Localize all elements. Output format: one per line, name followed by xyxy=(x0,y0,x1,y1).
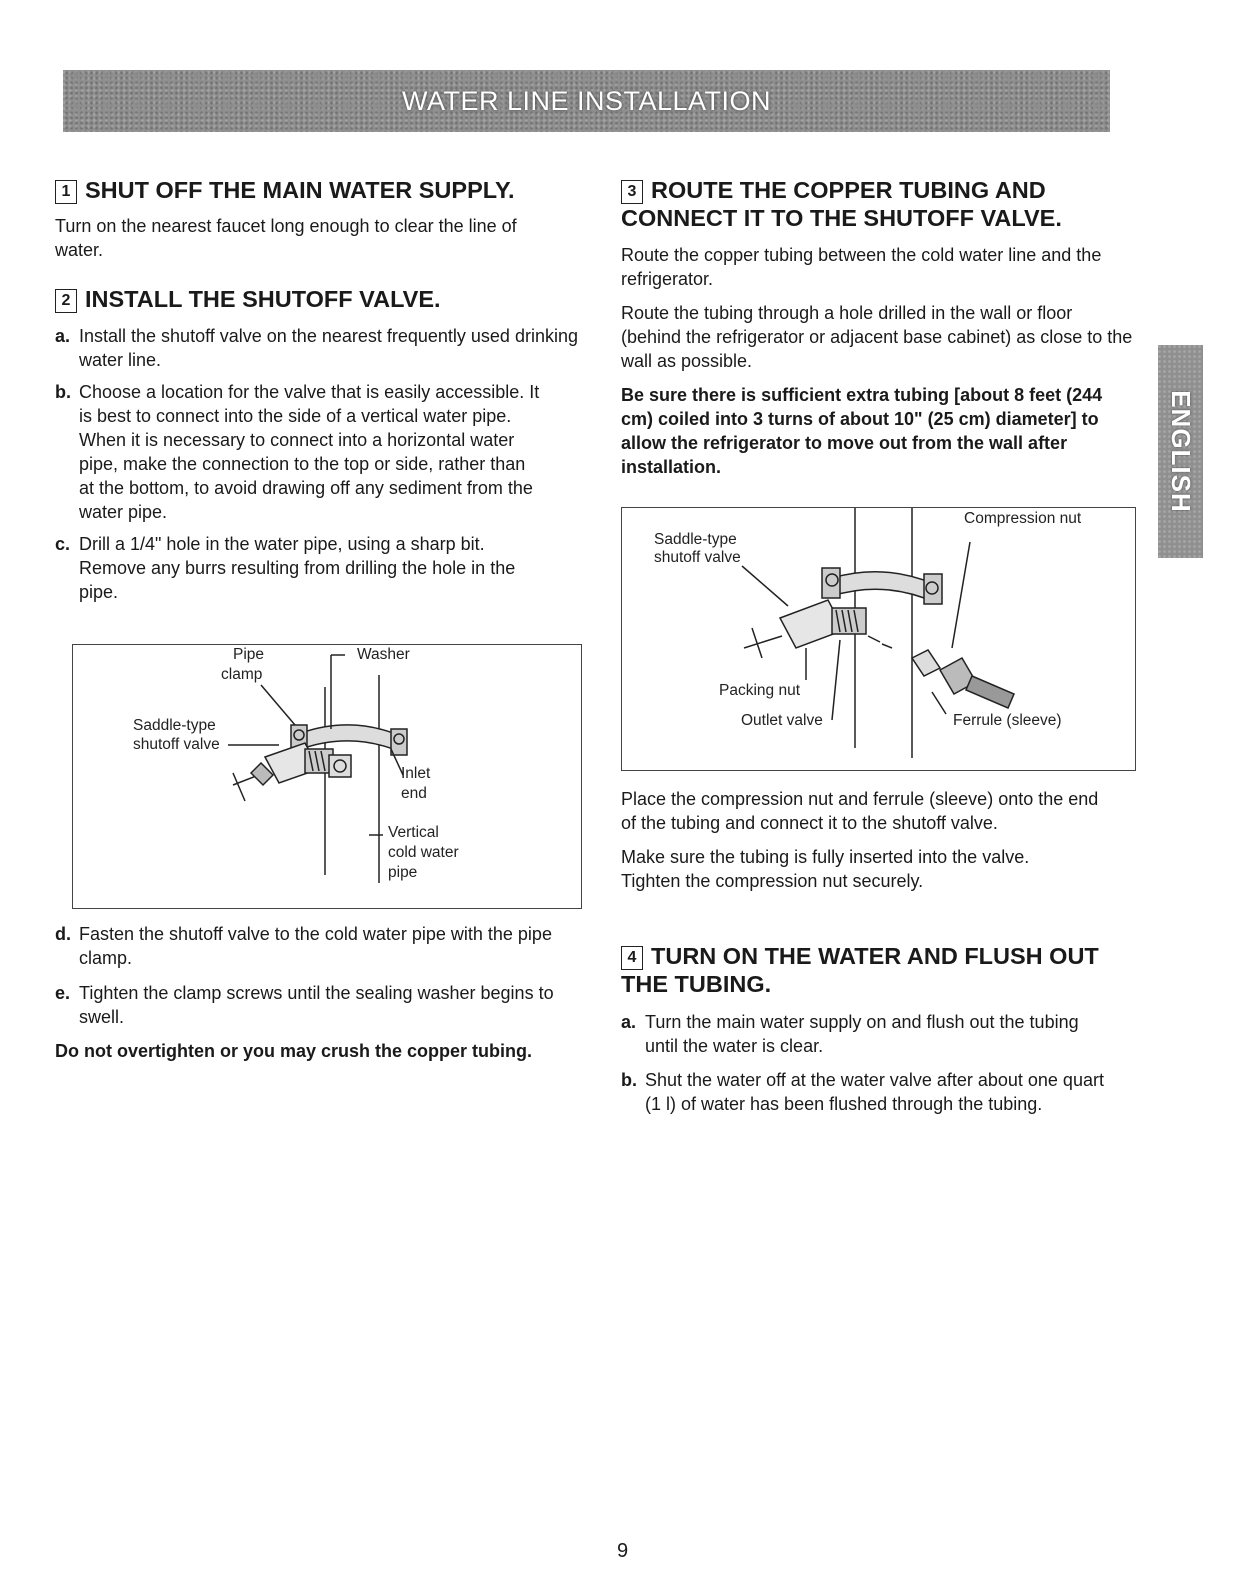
left-column-continued xyxy=(55,922,583,1063)
label-saddle-valve-2: shutoff valve xyxy=(133,736,220,753)
step3-heading xyxy=(621,176,1141,232)
label-compression-nut: Compression nut xyxy=(964,510,1082,527)
label-inlet-end: Inlet xyxy=(401,765,431,782)
label-outlet-valve: Outlet valve xyxy=(741,712,823,729)
list-item xyxy=(621,1068,1121,1116)
step1-number: 1 xyxy=(55,180,77,204)
list-letter: a. xyxy=(55,326,71,346)
step2-number: 2 xyxy=(55,289,77,313)
list-letter: d. xyxy=(55,924,71,944)
list-item xyxy=(55,324,583,372)
list-letter: a. xyxy=(621,1012,637,1032)
right-column-continued xyxy=(621,787,1141,1116)
label-vertical-pipe-2: cold water xyxy=(388,844,459,861)
list-item xyxy=(55,981,555,1029)
label-pipe-clamp-2: clamp xyxy=(221,666,263,683)
label-washer: Washer xyxy=(357,646,410,663)
label-ferrule: Ferrule (sleeve) xyxy=(953,712,1062,729)
list-letter: b. xyxy=(55,382,71,402)
step4-heading xyxy=(621,942,1141,998)
shutoff-valve-illustration xyxy=(73,645,581,908)
step4-heading-line1: TURN ON THE WATER AND FLUSH OUT xyxy=(651,943,1099,969)
step2-list xyxy=(55,324,583,604)
step3-paragraph-1: Route the copper tubing between the cold water line and the refrigerator. xyxy=(621,245,1102,289)
banner-title: WATER LINE INSTALLATION xyxy=(401,85,772,116)
section-banner xyxy=(63,70,1110,132)
list-letter: b. xyxy=(621,1070,637,1090)
step3-paragraph-3: Place the compression nut and ferrule (sleeve) onto the end of the tubing and connect it to the shutoff valve. xyxy=(621,789,1099,833)
step2-heading xyxy=(55,285,583,313)
label-inlet-end-2: end xyxy=(401,785,427,802)
list-text: Tighten the clamp screws until the sealing washer begins to swell. xyxy=(79,983,554,1027)
label-vertical-pipe: Vertical xyxy=(388,824,439,841)
label-saddle-valve: Saddle-type xyxy=(654,531,737,548)
step1-heading xyxy=(55,176,583,204)
list-letter: e. xyxy=(55,983,71,1003)
step3-heading-line2: CONNECT IT TO THE SHUTOFF VALVE. xyxy=(621,205,1062,231)
overtighten-warning: Do not overtighten or you may crush the copper tubing. xyxy=(55,1041,533,1061)
list-item xyxy=(55,922,555,970)
page-number: 9 xyxy=(616,1540,629,1562)
step2-heading-text: INSTALL THE SHUTOFF VALVE. xyxy=(85,286,441,312)
step3-paragraph-2: Route the tubing through a hole drilled in the wall or floor (behind the refrigerator or adjacent base cabinet) as close to the wall as possible. xyxy=(621,303,1133,371)
list-text: Shut the water off at the water valve after about one quart (1 l) of water has been flushed through the tubing. xyxy=(645,1070,1104,1114)
left-column xyxy=(55,176,583,604)
label-saddle-valve-2: shutoff valve xyxy=(654,549,741,566)
list-text: Turn the main water supply on and flush out the tubing until the water is clear. xyxy=(645,1012,1079,1056)
step3-tubing-note: Be sure there is sufficient extra tubing [about 8 feet (244 cm) coiled into 3 turns of about 10" (25 cm) diameter] to allow the refrigerator to move out from the wall after installation. xyxy=(621,385,1103,477)
label-saddle-valve: Saddle-type xyxy=(133,717,216,734)
label-vertical-pipe-3: pipe xyxy=(388,864,418,881)
list-text: Choose a location for the valve that is easily accessible. It is best to connect into the side of a vertical water pipe. When it is necessary to connect into a horizontal water pipe, make the connection to the top or side, rather than at the bottom, to avoid drawing off any sediment from the water pipe. xyxy=(79,382,540,522)
label-packing-nut: Packing nut xyxy=(719,682,800,699)
list-item xyxy=(621,1010,1096,1058)
label-pipe-clamp: Pipe xyxy=(233,646,265,663)
list-text: Drill a 1/4" hole in the water pipe, using a sharp bit. Remove any burrs resulting from drilling the hole in the pipe. xyxy=(79,534,516,602)
language-tab-label: ENGLISH xyxy=(1166,390,1197,513)
language-tab xyxy=(1158,345,1203,558)
step4-number: 4 xyxy=(621,946,643,970)
list-letter: c. xyxy=(55,534,71,554)
list-item xyxy=(55,380,545,524)
list-item xyxy=(55,532,555,604)
compression-fitting-figure xyxy=(621,507,1136,771)
step4-heading-line2: THE TUBING. xyxy=(621,971,772,997)
step3-heading-line1: ROUTE THE COPPER TUBING AND xyxy=(651,177,1046,203)
shutoff-valve-figure xyxy=(72,644,582,909)
step1-text: Turn on the nearest faucet long enough to clear the line of water. xyxy=(55,216,517,260)
step3-paragraph-4: Make sure the tubing is fully inserted into the valve. Tighten the compression nut securely. xyxy=(621,847,1030,891)
list-text: Install the shutoff valve on the nearest frequently used drinking water line. xyxy=(79,326,578,370)
step3-number: 3 xyxy=(621,180,643,204)
right-column xyxy=(621,176,1141,479)
step1-heading-text: SHUT OFF THE MAIN WATER SUPPLY. xyxy=(85,177,515,203)
list-text: Fasten the shutoff valve to the cold water pipe with the pipe clamp. xyxy=(79,924,552,968)
